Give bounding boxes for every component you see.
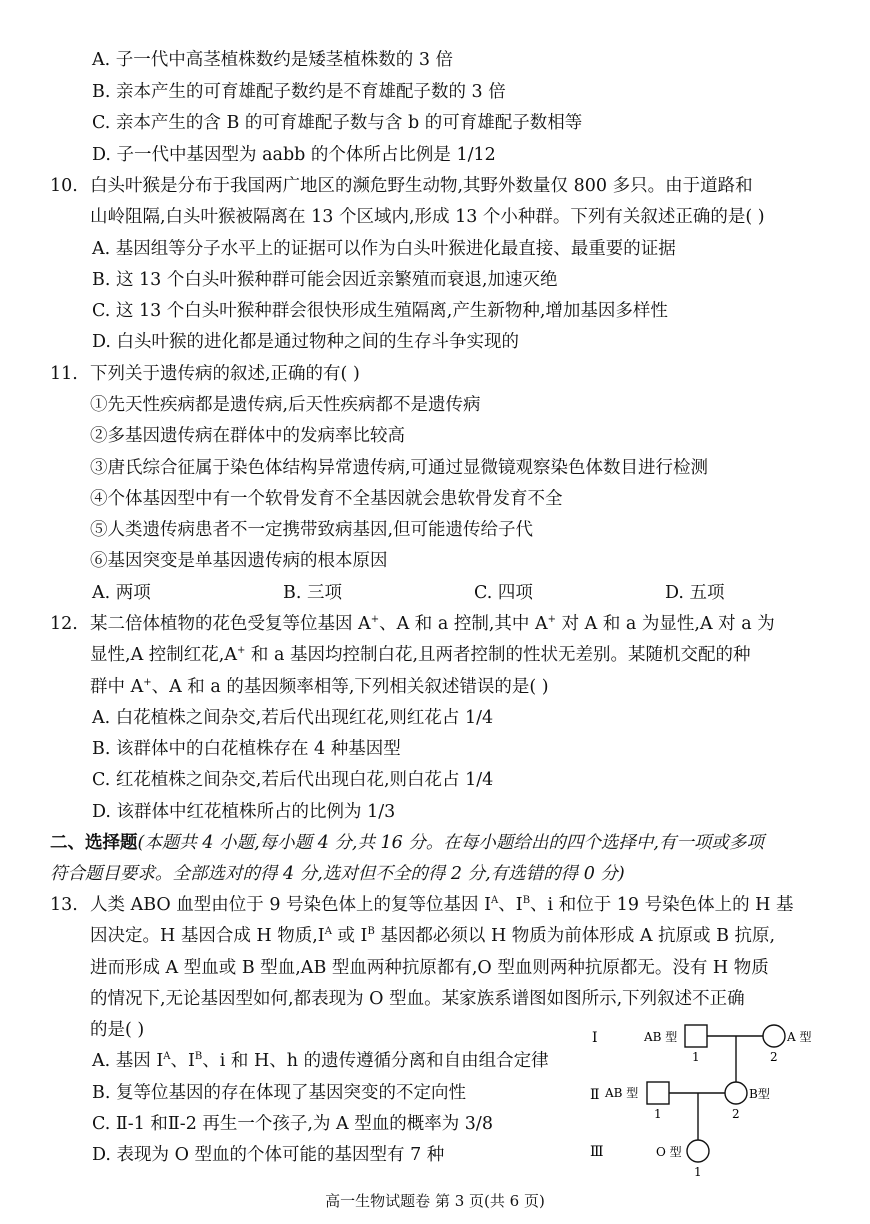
q13-stem-line2: 因决定。H 基因合成 H 物质$,I^A$ 或 $I^B$ 基因都必须以 H 物质为前体形成 A 抗原或 B 抗原, <box>90 926 776 946</box>
q10-stem-line2: 山岭阻隔,白头叶猴被隔离在 13 个区域内,形成 13 个小种群。下列有关叙述正确的是( ) <box>90 207 765 227</box>
q12-stem-line1: 某二倍体植物的花色受复等位基因 A+、A 和 a 控制,其中 A+ 对 A 和 a 为显性,A 对 a 为 <box>90 614 775 634</box>
q9-option-b: B. 亲本产生的可育雄配子数约是不育雄配子数的 3 倍 <box>92 82 506 102</box>
q9-option-c: C. 亲本产生的含 B 的可育雄配子数与含 b 的可育雄配子数相等 <box>92 113 583 133</box>
q12-option-b: B. 该群体中的白花植株存在 4 种基因型 <box>92 739 401 759</box>
q13-option-d: D. 表现为 O 型血的个体可能的基因型有 7 种 <box>92 1145 445 1165</box>
pedigree-diagram <box>580 1015 830 1190</box>
q11-item-5: ⑤人类遗传病患者不一定携带致病基因,但可能遗传给子代 <box>90 520 534 540</box>
i1-male-symbol <box>685 1025 707 1047</box>
q13-option-b: B. 复等位基因的存在体现了基因突变的不定向性 <box>92 1083 466 1103</box>
q12-stem-line3: 群中 A+、A 和 a 的基因频率相等,下列相关叙述错误的是( ) <box>90 677 549 697</box>
i1-number: 1 <box>692 1050 700 1064</box>
iii1-female-symbol <box>687 1140 709 1162</box>
q11-choice-d: D. 五项 <box>665 583 725 603</box>
ii2-number: 2 <box>732 1107 740 1121</box>
section-2-heading: 二、选择题(本题共 4 小题,每小题 4 分,共 16 分。在每小题给出的四个选择中,有一项或多项 <box>50 833 764 853</box>
i1-phenotype-label: AB 型 <box>644 1030 678 1044</box>
q10-option-b: B. 这 13 个白头叶猴种群可能会因近亲繁殖而衰退,加速灭绝 <box>92 270 558 290</box>
q12-number: 12. <box>50 614 78 634</box>
ii2-phenotype-label: B型 <box>749 1087 770 1101</box>
page-footer: 高一生物试题卷 第 3 页(共 6 页) <box>325 1192 545 1210</box>
q13-stem-line4: 的情况下,无论基因型如何,都表现为 O 型血。某家族系谱图如图所示,下列叙述不正确 <box>90 989 745 1009</box>
q11-number: 11. <box>50 364 78 384</box>
q11-item-1: ①先天性疾病都是遗传病,后天性疾病都不是遗传病 <box>90 395 481 415</box>
q10-option-c: C. 这 13 个白头叶猴种群会很快形成生殖隔离,产生新物种,增加基因多样性 <box>92 301 668 321</box>
q12-option-d: D. 该群体中红花植株所占的比例为 1/3 <box>92 802 396 822</box>
q11-item-4: ④个体基因型中有一个软骨发育不全基因就会患软骨发育不全 <box>90 489 563 509</box>
q11-choice-a: A. 两项 <box>92 583 151 603</box>
q10-number: 10. <box>50 176 78 196</box>
q11-stem: 下列关于遗传病的叙述,正确的有( ) <box>90 364 360 384</box>
q9-option-d: D. 子一代中基因型为 aabb 的个体所占比例是 1/12 <box>92 145 496 165</box>
q13-option-a: A. 基因 $I^A$、$I^B$、i 和 H、h 的遗传遵循分离和自由组合定律 <box>92 1051 549 1071</box>
i2-female-symbol <box>763 1025 785 1047</box>
q10-option-d: D. 白头叶猴的进化都是通过物种之间的生存斗争实现的 <box>92 332 520 352</box>
q10-stem-line1: 白头叶猴是分布于我国两广地区的濒危野生动物,其野外数量仅 800 多只。由于道路和 <box>90 176 753 196</box>
generation-label-2: Ⅱ <box>590 1087 600 1103</box>
iii1-phenotype-label: O 型 <box>656 1145 682 1159</box>
iii1-number: 1 <box>694 1165 702 1179</box>
ii2-female-symbol <box>725 1082 747 1104</box>
q11-item-2: ②多基因遗传病在群体中的发病率比较高 <box>90 426 405 446</box>
q13-stem-line5: 的是( ) <box>90 1020 145 1040</box>
q12-option-c: C. 红花植株之间杂交,若后代出现白花,则白花占 1/4 <box>92 770 494 790</box>
q12-stem-line2: 显性,A 控制红花,A+ 和 a 基因均控制白花,且两者控制的性状无差别。某随机交配的种 <box>90 645 751 665</box>
i2-number: 2 <box>770 1050 778 1064</box>
q13-option-c: C. Ⅱ-1 和Ⅱ-2 再生一个孩子,为 A 型血的概率为 3/8 <box>92 1114 493 1134</box>
q13-number: 13. <box>50 895 78 915</box>
q12-option-a: A. 白花植株之间杂交,若后代出现红花,则红花占 1/4 <box>92 708 494 728</box>
q11-choice-c: C. 四项 <box>474 583 533 603</box>
ii1-male-symbol <box>647 1082 669 1104</box>
ii1-phenotype-label: AB 型 <box>605 1086 639 1100</box>
q11-choice-b: B. 三项 <box>283 583 342 603</box>
ii1-number: 1 <box>654 1107 662 1121</box>
q11-item-3: ③唐氏综合征属于染色体结构异常遗传病,可通过显微镜观察染色体数目进行检测 <box>90 458 709 478</box>
q13-stem-line1: 人类 ABO 血型由位于 9 号染色体上的复等位基因 $I^A$、$I^B$、i 和位于 19 号染色体上的 H 基 <box>90 895 794 915</box>
q11-item-6: ⑥基因突变是单基因遗传病的根本原因 <box>90 551 388 571</box>
i2-phenotype-label: A 型 <box>787 1030 812 1044</box>
q13-stem-line3: 进而形成 A 型血或 B 型血,AB 型血两种抗原都有,O 型血则两种抗原都无。没有 H 物质 <box>90 958 769 978</box>
q10-option-a: A. 基因组等分子水平上的证据可以作为白头叶猴进化最直接、最重要的证据 <box>92 239 676 259</box>
section-2-desc: 符合题目要求。全部选对的得 4 分,选对但不全的得 2 分,有选错的得 0 分) <box>50 864 625 884</box>
generation-label-1: Ⅰ <box>592 1030 598 1046</box>
generation-label-3: Ⅲ <box>590 1144 604 1160</box>
q9-option-a: A. 子一代中高茎植株数约是矮茎植株数的 3 倍 <box>92 50 454 70</box>
